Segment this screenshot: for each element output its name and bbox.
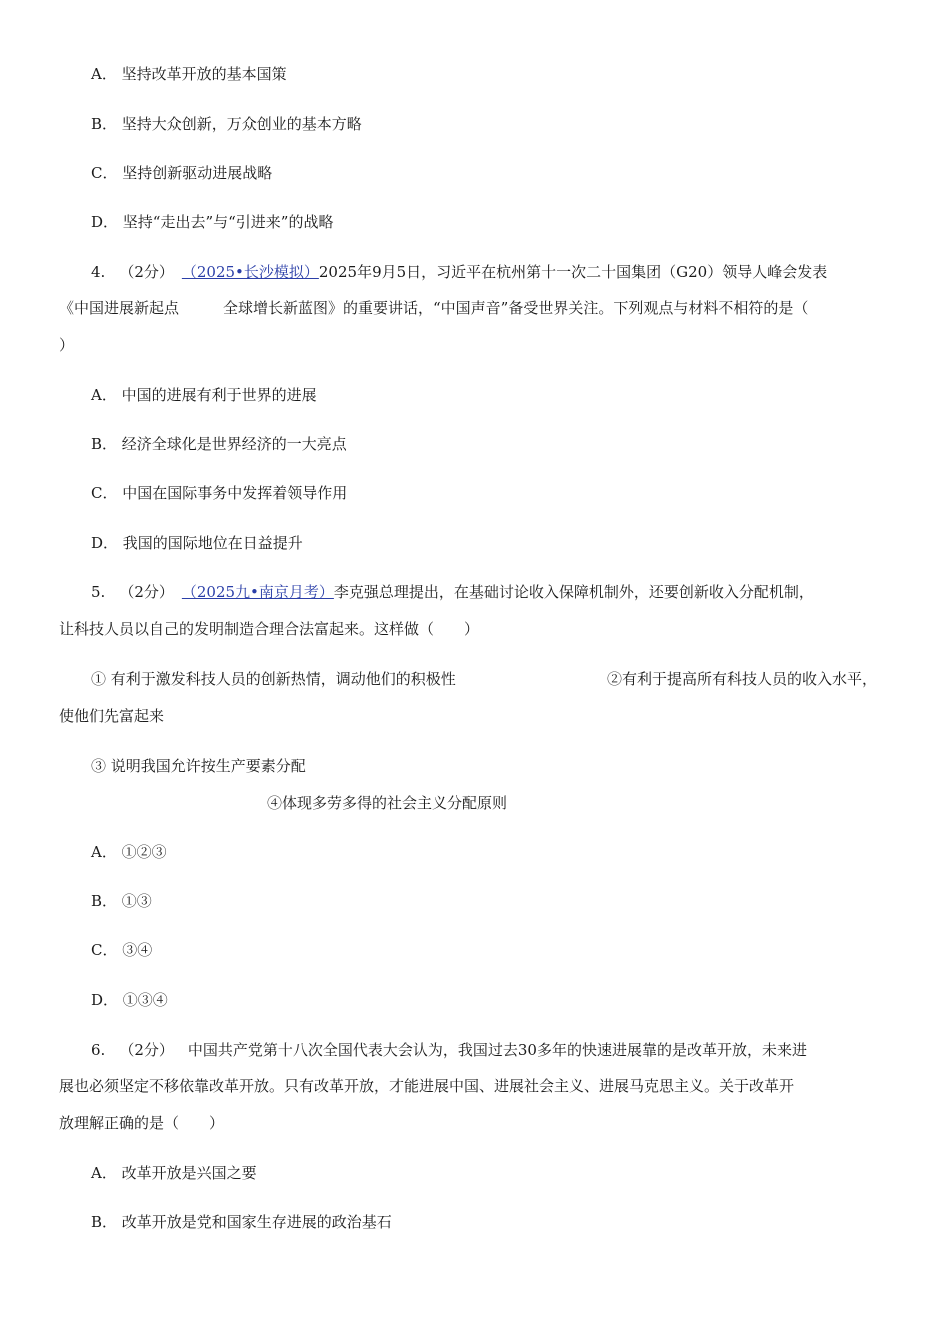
option-c: C． 坚持创新驱动进展战略	[91, 164, 273, 182]
question-5-stem-line-1	[91, 582, 814, 602]
source-link[interactable]: （2025•长沙模拟）	[181, 263, 319, 281]
option-b: B． 改革开放是党和国家生存进展的政治基石	[91, 1213, 392, 1231]
option-a: A． 中国的进展有利于世界的进展	[91, 386, 317, 404]
question-number: 5.	[91, 583, 106, 601]
option-a: A． ①②③	[91, 843, 167, 861]
option-c: C． 中国在国际事务中发挥着领导作用	[91, 484, 348, 502]
option-d: D． 我国的国际地位在日益提升	[91, 534, 303, 552]
question-6-stem-line-3: 放理解正确的是（ ）	[59, 1114, 225, 1132]
question-stem: 中国共产党第十八次全国代表大会认为，我国过去30多年的快速进展靠的是改革开放，未来进	[187, 1041, 807, 1059]
option-d: D． 坚持“走出去”与“引进来”的战略	[91, 213, 334, 231]
question-score: （2分）	[119, 583, 174, 601]
question-score: （2分）	[119, 263, 174, 281]
option-d: D． ①③④	[91, 991, 168, 1009]
question-number: 6.	[91, 1041, 106, 1059]
option-b: B． 坚持大众创新，万众创业的基本方略	[91, 115, 362, 133]
option-b: B． 经济全球化是世界经济的一大亮点	[91, 435, 347, 453]
statement-2-continued: 使他们先富起来	[59, 707, 165, 725]
question-5-stem-line-2: 让科技人员以自己的发明制造合理合法富起来。这样做（ ）	[59, 620, 480, 638]
question-stem: 李克强总理提出，在基础讨论收入保障机制外，还要创新收入分配机制，	[333, 583, 814, 601]
option-a: A． 改革开放是兴国之要	[91, 1164, 257, 1182]
statement-1: ① 有利于激发科技人员的创新热情，调动他们的积极性	[91, 670, 456, 688]
question-number: 4.	[91, 263, 106, 281]
option-c: C． ③④	[91, 941, 153, 959]
option-b: B． ①③	[91, 892, 152, 910]
statement-2: ②有利于提高所有科技人员的收入水平，	[607, 670, 878, 688]
option-a: A． 坚持改革开放的基本国策	[91, 65, 287, 83]
question-stem: 2025年9月5日，习近平在杭州第十一次二十国集团（G20）领导人峰会发表	[318, 263, 828, 281]
question-4-stem-line-2: 《中国进展新起点 全球增长新蓝图》的重要讲话，“中国声音”备受世界关注。下列观点与材料不相符的是（	[59, 299, 809, 317]
question-4-stem-line-3: ）	[59, 336, 75, 354]
question-6-stem-line-2: 展也必须坚定不移依靠改革开放。只有改革开放，才能进展中国、进展社会主义、进展马克思主义。关于改革开	[59, 1077, 795, 1095]
question-score: （2分）	[119, 1041, 174, 1059]
statement-3: ③ 说明我国允许按生产要素分配	[91, 757, 306, 775]
question-4-stem-line-1	[91, 262, 827, 282]
statement-4: ④体现多劳多得的社会主义分配原则	[267, 794, 508, 812]
source-link[interactable]: （2025九•南京月考）	[181, 583, 334, 601]
question-6-stem-line-1	[91, 1040, 807, 1060]
